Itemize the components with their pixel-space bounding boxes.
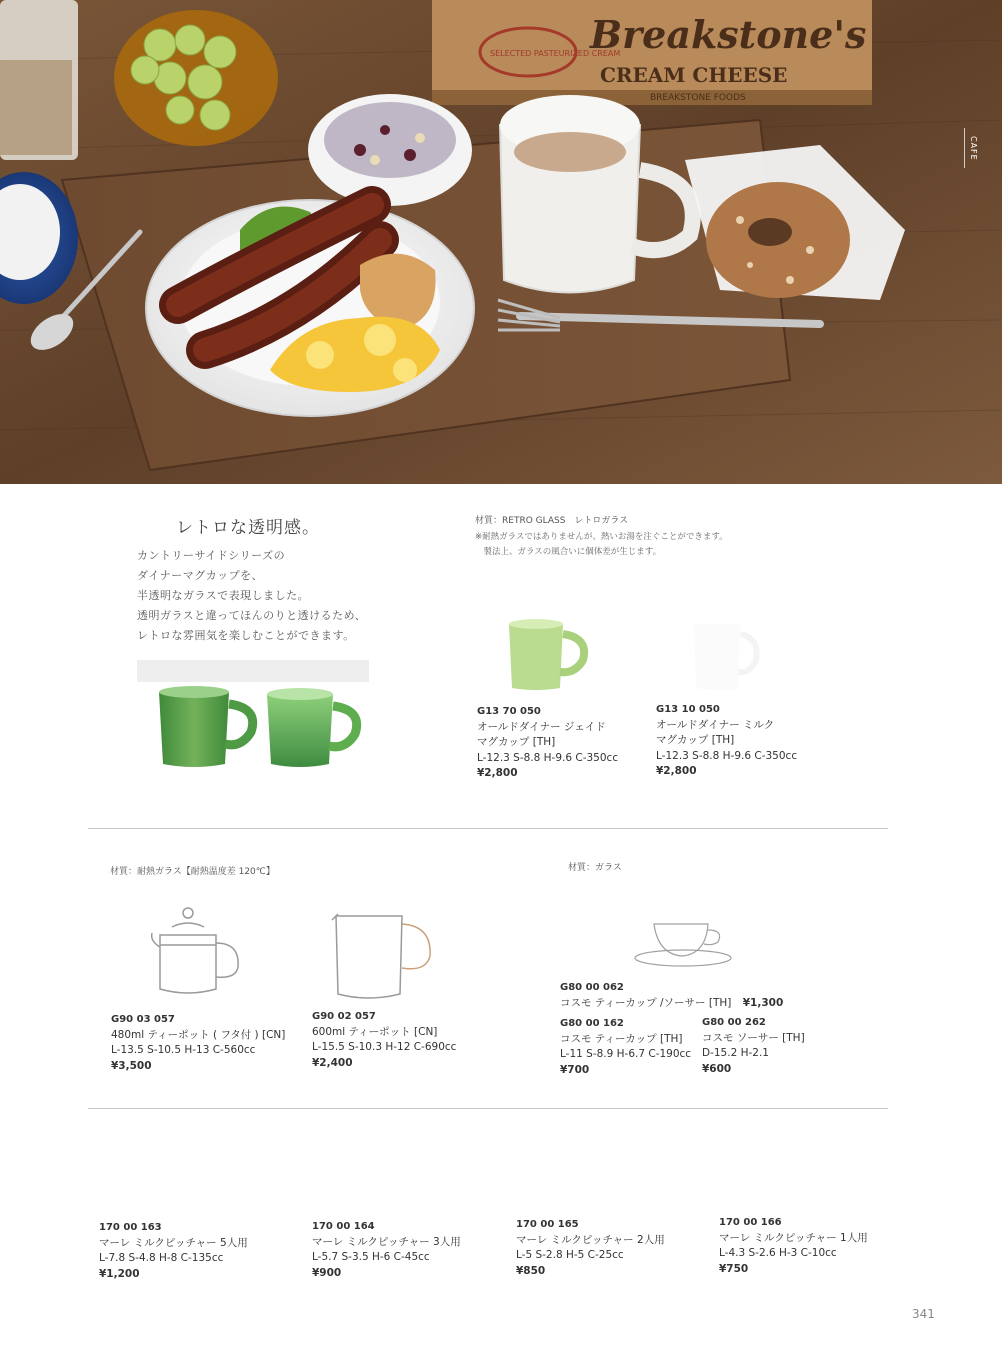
product-price: ¥1,300 — [742, 996, 784, 1009]
product-price: ¥3,500 — [111, 1059, 152, 1072]
product-spec: L-13.5 S-10.5 H-13 C-560cc — [111, 1044, 256, 1056]
retro-note-line: 製法上、ガラスの風合いに個体差が生じます。 — [475, 547, 662, 557]
product-code: G80 00 162 — [560, 1018, 624, 1029]
product-code: G13 70 050 — [477, 706, 541, 717]
milk-mug-image — [690, 616, 760, 692]
product-name-sub: マグカップ [TH] — [477, 736, 556, 748]
product-name: 480ml ティーポット ( フタ付 ) [CN] — [111, 1028, 286, 1041]
product-name: コスモ ソーサー [TH] — [702, 1031, 805, 1044]
retro-description-line: 半透明なガラスで表現しました。 — [137, 589, 310, 602]
retro-notes — [475, 530, 728, 560]
product-price: ¥1,200 — [99, 1267, 140, 1280]
product-code: 170 00 164 — [312, 1221, 375, 1232]
section-tab — [964, 128, 995, 168]
product-price: ¥750 — [719, 1262, 749, 1275]
product-pitcher-5 — [99, 1220, 248, 1282]
retro-description-line: カントリーサイドシリーズの — [137, 549, 286, 562]
product-spec: L-15.5 S-10.3 H-12 C-690cc — [312, 1041, 457, 1053]
product-pitcher-1 — [719, 1215, 868, 1277]
product-name: コスモ ティーカップ /ソーサー [TH] — [560, 996, 732, 1009]
product-name: オールドダイナー ジェイド — [477, 720, 606, 733]
product-name: マーレ ミルクピッチャー 1人用 — [719, 1231, 868, 1244]
product-name: マーレ ミルクピッチャー 5人用 — [99, 1236, 248, 1249]
retro-description-line: ダイナーマグカップを、 — [137, 569, 264, 582]
product-code: 170 00 165 — [516, 1219, 579, 1230]
product-teapot-600 — [312, 1009, 456, 1071]
product-price: ¥2,800 — [477, 767, 518, 779]
product-spec: L-12.3 S-8.8 H-9.6 C-350cc — [477, 751, 619, 764]
retro-mugs-photo — [137, 660, 369, 770]
product-cosmo-set — [560, 980, 783, 1011]
product-spec: L-11 S-8.9 H-6.7 C-190cc — [560, 1048, 692, 1060]
retro-description — [137, 546, 366, 646]
glass-material: 材質：ガラス — [568, 863, 622, 873]
retro-material: 材質：RETRO GLASS レトロガラス — [475, 516, 629, 526]
product-spec: L-5.7 S-3.5 H-6 C-45cc — [312, 1251, 430, 1263]
section-tab-label: CAFE — [969, 136, 978, 161]
product-name-sub: マグカップ [TH] — [656, 734, 735, 746]
product-price: ¥900 — [312, 1266, 342, 1279]
product-price: ¥850 — [516, 1264, 546, 1277]
product-pitcher-3 — [312, 1219, 461, 1281]
product-pitcher-2 — [516, 1217, 665, 1279]
product-spec: D-15.2 H-2.1 — [702, 1047, 769, 1059]
product-price: ¥700 — [560, 1063, 590, 1076]
hero-photo — [0, 0, 1002, 484]
product-name: コスモ ティーカップ [TH] — [560, 1032, 683, 1045]
divider — [88, 1108, 888, 1109]
retro-note-line: ※耐熱ガラスではありませんが、熱いお湯を注ぐことができます。 — [475, 532, 728, 542]
product-spec: L-12.3 S-8.8 H-9.6 C-350cc — [656, 749, 798, 762]
teapot-480-image — [150, 905, 244, 1000]
teapot-600-image — [330, 910, 434, 1002]
crate-seal-text: SELECTED PASTEURIZED CREAM — [490, 49, 621, 58]
retro-headline: レトロな透明感。 — [176, 518, 320, 538]
crate-line-text: CREAM CHEESE — [600, 63, 788, 87]
product-code: G80 00 262 — [702, 1017, 766, 1028]
product-name: 600ml ティーポット [CN] — [312, 1025, 438, 1038]
product-code: 170 00 163 — [99, 1222, 162, 1233]
product-spec: L-4.3 S-2.6 H-3 C-10cc — [719, 1247, 837, 1259]
product-code: G13 10 050 — [656, 704, 720, 715]
product-cosmo-cup — [560, 1016, 691, 1078]
product-code: 170 00 166 — [719, 1217, 782, 1228]
divider — [88, 828, 888, 829]
breakfast-illustration — [0, 0, 1002, 484]
product-price: ¥2,400 — [312, 1056, 353, 1069]
product-spec: L-5 S-2.8 H-5 C-25cc — [516, 1249, 624, 1261]
page-number: 341 — [912, 1307, 935, 1321]
product-price: ¥2,800 — [656, 765, 697, 777]
product-code: G90 02 057 — [312, 1011, 376, 1022]
retro-description-line: 透明ガラスと違ってほんのりと透けるため、 — [137, 609, 367, 622]
cosmo-cup-saucer-image — [632, 916, 734, 968]
product-code: G80 00 062 — [560, 982, 624, 993]
product-name: マーレ ミルクピッチャー 3人用 — [312, 1235, 461, 1248]
product-cosmo-saucer — [702, 1015, 805, 1077]
product-name: マーレ ミルクピッチャー 2人用 — [516, 1233, 665, 1246]
jade-mug-image — [505, 616, 589, 692]
crate-brand-text: Breakstone's — [590, 12, 867, 57]
product-jade-mug — [477, 704, 618, 782]
product-teapot-480 — [111, 1012, 285, 1074]
crate-sub-text: BREAKSTONE FOODS — [650, 93, 746, 103]
product-name: オールドダイナー ミルク — [656, 718, 775, 731]
product-milk-mug — [656, 702, 797, 780]
product-price: ¥600 — [702, 1062, 732, 1075]
retro-description-line: レトロな雰囲気を楽しむことができます。 — [137, 629, 355, 642]
product-code: G90 03 057 — [111, 1014, 175, 1025]
heat-glass-material: 材質：耐熱ガラス【耐熱温度差 120℃】 — [110, 867, 275, 877]
product-spec: L-7.8 S-4.8 H-8 C-135cc — [99, 1252, 224, 1264]
